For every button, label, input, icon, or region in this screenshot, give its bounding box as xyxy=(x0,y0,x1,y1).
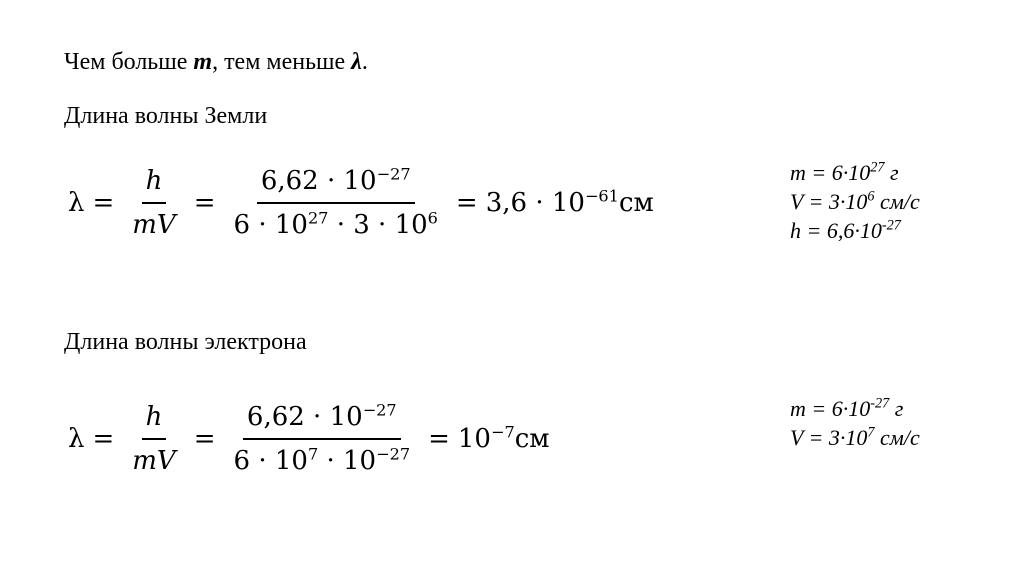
electron-frac-h-mv xyxy=(128,402,179,476)
earth-denominator xyxy=(230,204,442,240)
earth-den-a-mantissa: 6 · 10 xyxy=(233,210,308,240)
lambda-symbol: λ xyxy=(351,49,362,75)
earth-result-mantissa: 3,6 · 10 xyxy=(485,188,585,218)
electron-eq2: = xyxy=(193,424,216,454)
earth-frac-h-mv xyxy=(128,166,179,240)
earth-param-m: $m = 6\cdot 10^{27}$ г xyxy=(790,159,899,185)
earth-num-mantissa: 6,62 · 10 xyxy=(260,166,377,196)
earth-result xyxy=(486,188,654,218)
electron-eq1: = xyxy=(92,424,115,454)
intro-statement xyxy=(64,50,368,74)
electron-den-a-exponent: 7 xyxy=(307,444,319,464)
electron-num-exponent: −27 xyxy=(362,400,397,420)
electron-num-mantissa: 6,62 · 10 xyxy=(246,402,363,432)
earth-den-a-exponent: 27 xyxy=(307,208,329,228)
earth-result-unit: см xyxy=(618,188,654,218)
earth-formula xyxy=(68,166,654,240)
earth-eq3: = xyxy=(455,188,478,218)
electron-heading: Длина волны электрона xyxy=(64,329,307,355)
electron-params xyxy=(790,394,920,452)
earth-num-exponent: −27 xyxy=(376,164,411,184)
earth-den-b-mantissa: · 3 · 10 xyxy=(328,210,428,240)
electron-lambda: λ xyxy=(68,424,85,454)
earth-param-h: $h = 6,6\cdot 10^{-27}$ xyxy=(790,217,901,243)
electron-param-v: $V = 3\cdot 10^7$ см/с xyxy=(790,424,920,450)
earth-mv: mV xyxy=(132,210,176,240)
electron-den-b-mantissa: · 10 xyxy=(318,446,377,476)
earth-eq2: = xyxy=(193,188,216,218)
earth-numerator xyxy=(257,166,415,204)
earth-frac-values xyxy=(230,166,442,240)
electron-result-unit: см xyxy=(514,424,550,454)
electron-h: h xyxy=(142,402,167,440)
electron-numerator xyxy=(243,402,401,440)
earth-heading: Длина волны Земли xyxy=(64,103,268,129)
mass-symbol: m xyxy=(193,49,213,75)
electron-result-mantissa: 10 xyxy=(457,424,491,454)
earth-result-exponent: −61 xyxy=(584,186,619,206)
electron-denominator xyxy=(230,440,415,476)
electron-frac-values xyxy=(230,402,415,476)
earth-eq1: = xyxy=(92,188,115,218)
electron-formula xyxy=(68,402,550,476)
earth-param-v: $V = 3\cdot 10^6$ см/с xyxy=(790,188,920,214)
electron-result-exponent: −7 xyxy=(490,422,515,442)
earth-h: h xyxy=(142,166,167,204)
electron-den-b-exponent: −27 xyxy=(376,444,411,464)
electron-eq3: = xyxy=(428,424,450,454)
electron-param-m: $m = 6\cdot 10^{-27}$ г xyxy=(790,395,904,421)
earth-den-b-exponent: 6 xyxy=(427,208,438,228)
earth-lambda: λ xyxy=(68,188,85,218)
earth-params xyxy=(790,158,920,245)
intro-prefix: Чем больше xyxy=(64,49,194,75)
electron-result xyxy=(458,424,550,454)
electron-mv: mV xyxy=(132,446,176,476)
intro-middle: , тем меньше xyxy=(212,49,352,75)
electron-den-a-mantissa: 6 · 10 xyxy=(233,446,308,476)
intro-suffix: . xyxy=(361,49,368,75)
